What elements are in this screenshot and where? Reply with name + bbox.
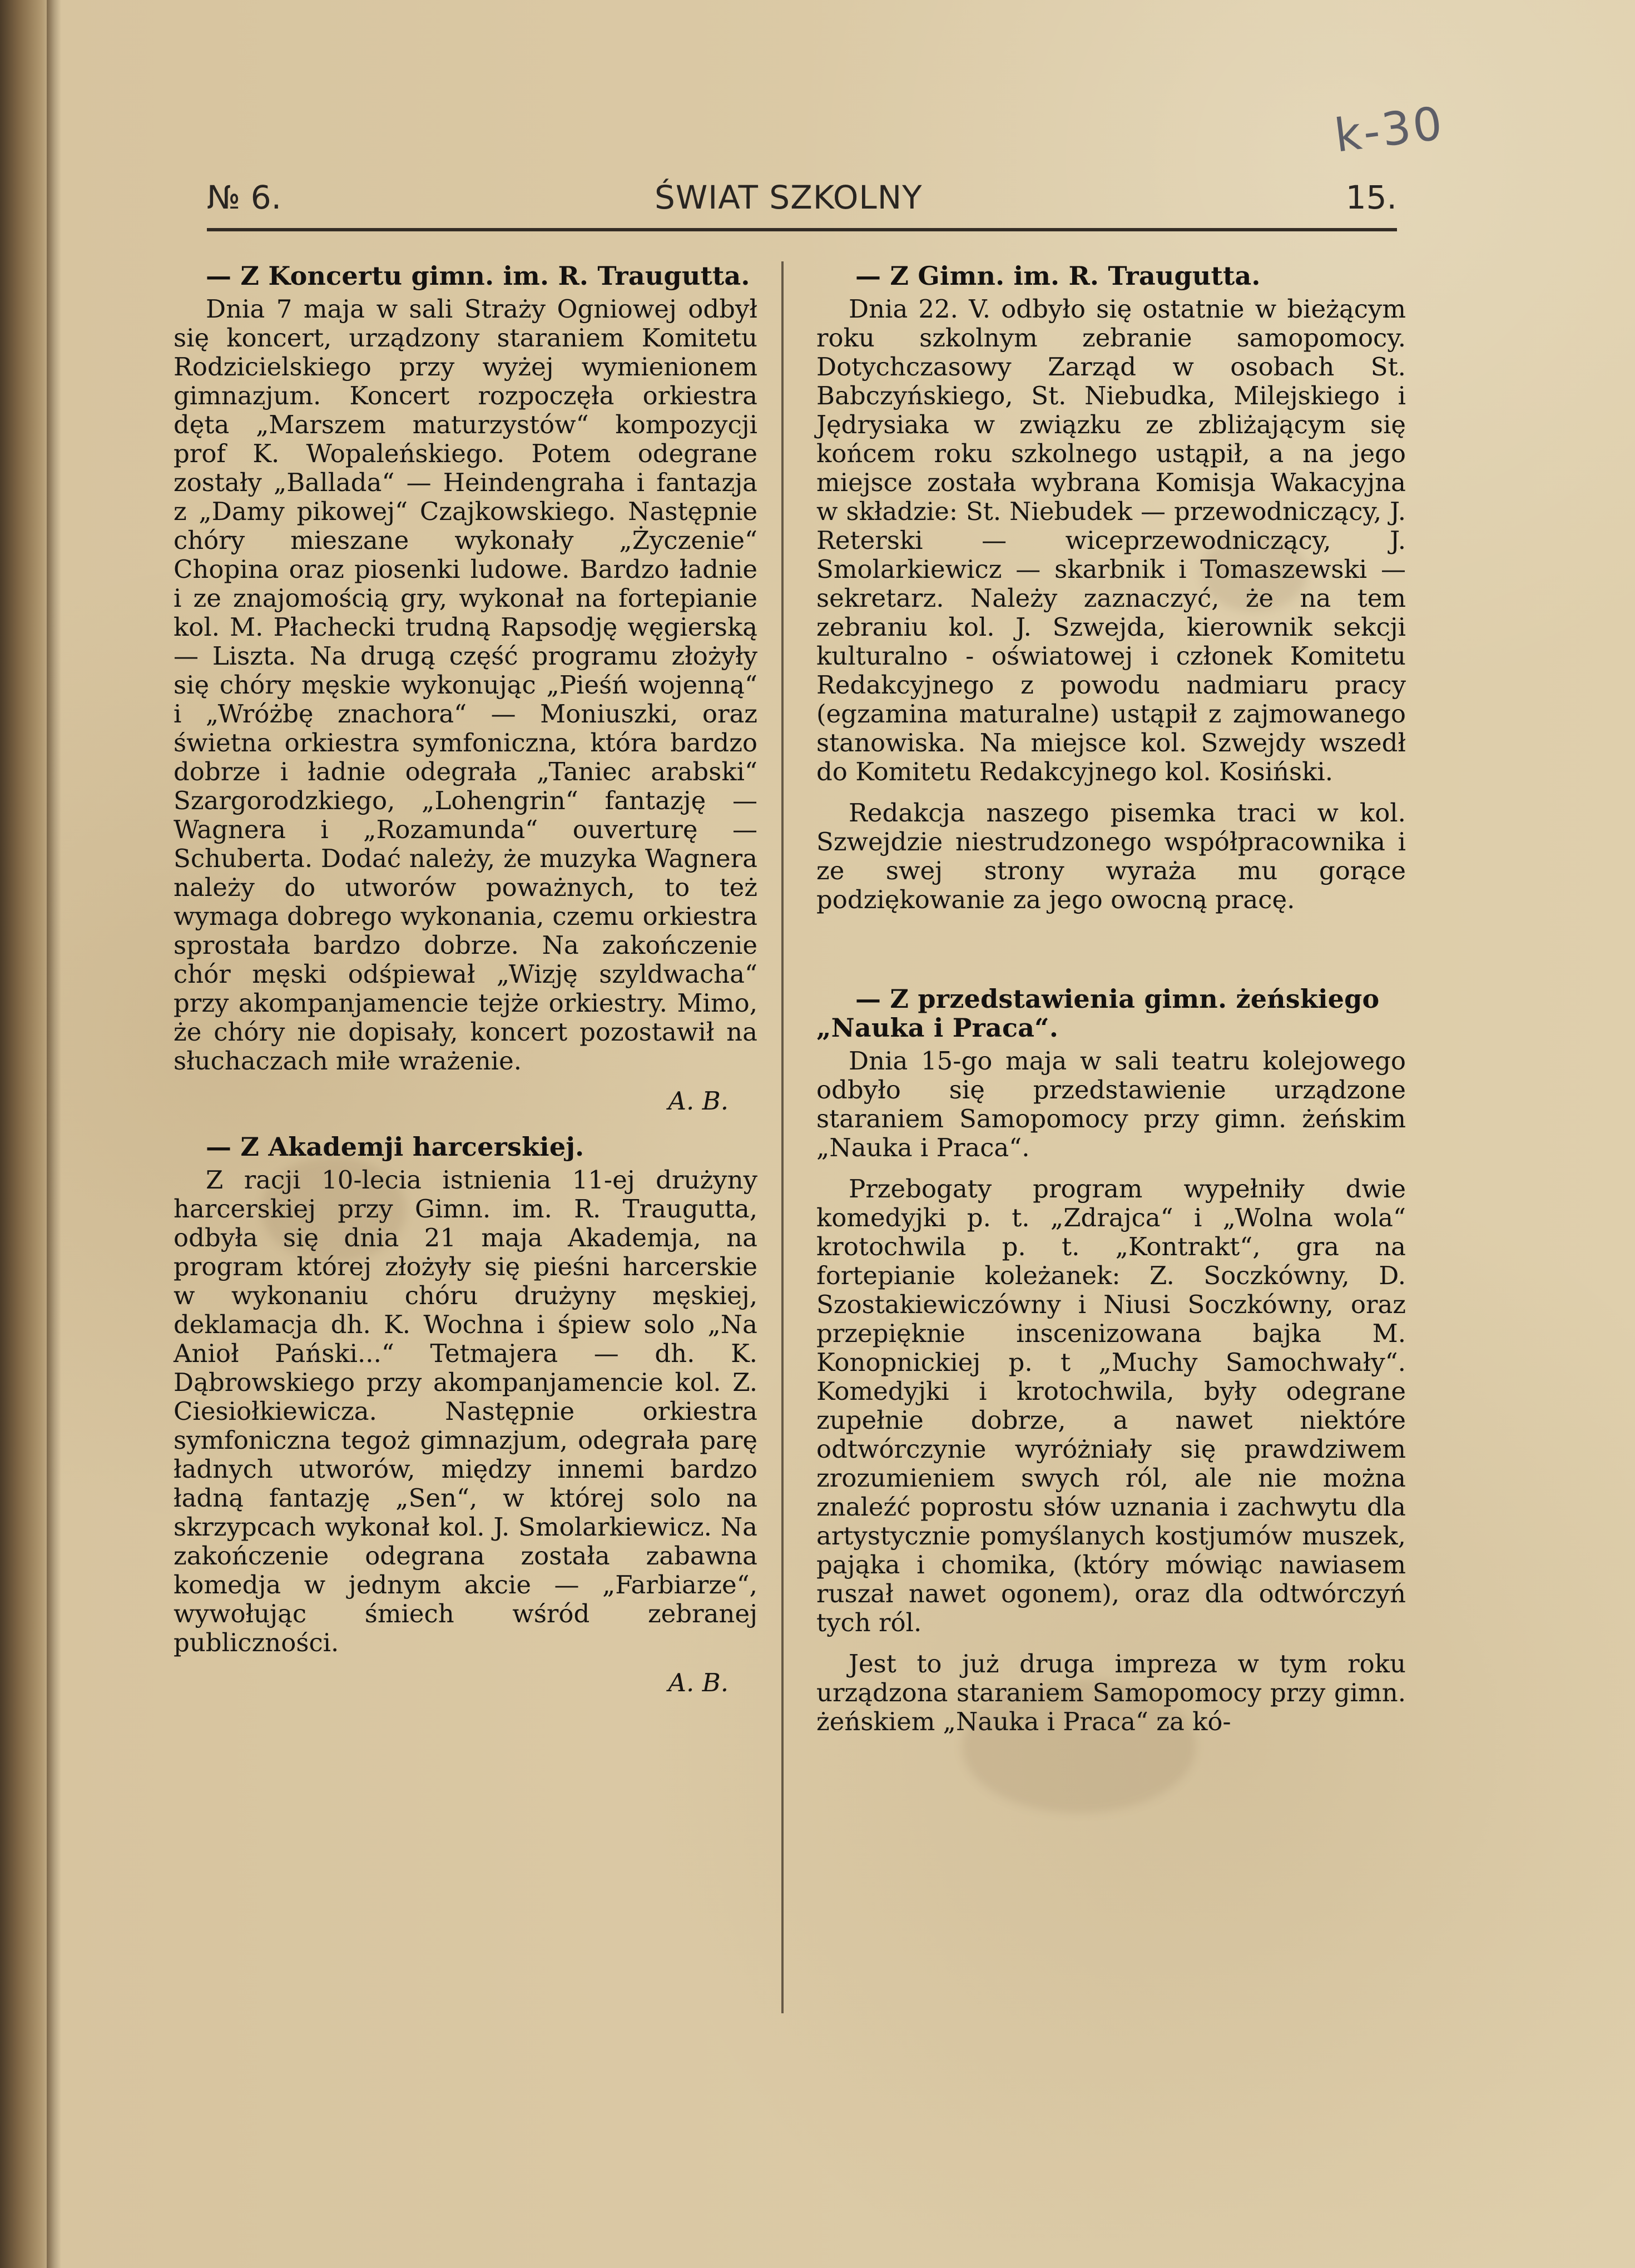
- article-concert: [174, 261, 757, 1116]
- article-paragraph: Redakcja naszego pisemka traci w kol. Szwejdzie niestrudzonego współpracownika i ze swej strony wyraża mu gorące podziękowanie za jego owocną pracę.: [816, 798, 1406, 914]
- left-column: [174, 261, 757, 1714]
- article-paragraph: Dnia 7 maja w sali Straży Ogniowej odbył się koncert, urządzony staraniem Komitetu Rodzicielskiego przy wyżej wymienionem gimnazjum. Koncert rozpoczęła orkiestra dęta „Marszem maturzystów“ kompozycji prof K. Wopaleńskiego. Potem odegrane zostały „Ballada“ — Heindengraha i fantazja z „Damy pikowej“ Czajkowskiego. Następnie chóry mieszane wykonały „Życzenie“ Chopina oraz piosenki ludowe. Bardzo ładnie i ze znajomością gry, wykonał na fortepianie kol. M. Płachecki trudną Rapsodję węgierską — Liszta. Na drugą część programu złożyły się chóry męskie wykonując „Pieśń wojenną“ i „Wróżbę znachora“ — Moniuszki, oraz świetna orkiestra symfoniczna, która bardzo dobrze i ładnie odegrała „Taniec arabski“ Szargorodzkiego, „Lohengrin“ fantazję — Wagnera i „Rozamunda“ ouverturę — Schuberta. Dodać należy, że muzyka Wagnera należy do utworów poważnych, to też wymaga dobrego wykonania, czemu orkiestra sprostała bardzo dobrze. Na zakończenie chór męski odśpiewał „Wizję szyldwacha“ przy akompanjamencie tejże orkiestry. Mimo, że chóry nie dopisały, koncert pozostawił na słuchaczach miłe wrażenie.: [174, 294, 757, 1076]
- article-title: — Z Koncertu gimn. im. R. Traugutta.: [206, 261, 750, 291]
- column-spacing: [816, 931, 1406, 984]
- publication-title: ŚWIAT SZKOLNY: [655, 179, 923, 216]
- spine-shadow: [47, 0, 61, 2268]
- article-title: — Z Gimn. im. R. Traugutta.: [855, 261, 1261, 291]
- column-divider: [781, 261, 784, 2013]
- handwritten-margin-note: k-30: [1331, 97, 1448, 163]
- article-school-meeting: [816, 261, 1406, 914]
- article-paragraph: Z racji 10-lecia istnienia 11-ej drużyny harcerskiej przy Gimn. im. R. Traugutta, odbyła się dnia 21 maja Akademja, na program której złożyły się pieśni harcerskie w wykonaniu chóru drużyny męskiej, deklamacja dh. K. Wochna i śpiew solo „Na Anioł Pański...“ Tetmajera — dh. K. Dąbrowskiego przy akompanjamencie kol. Z. Ciesiołkiewicza. Następnie orkiestra symfoniczna tegoż gimnazjum, odegrała parę ładnych utworów, między innemi bardzo ładną fantazję „Sen“, w której solo na skrzypcach wykonał kol. J. Smolarkiewicz. Na zakończenie odegrana została zabawna komedja w jednym akcie — „Farbiarze“, wywołując śmiech wśród zebranej publiczności.: [174, 1165, 757, 1657]
- page-number: 15.: [1345, 179, 1397, 216]
- article-scout-academy: [174, 1132, 757, 1697]
- issue-number: № 6.: [207, 179, 282, 216]
- right-column: [816, 261, 1406, 1753]
- header-rule: [207, 228, 1397, 231]
- article-signature: A. B.: [668, 1086, 729, 1116]
- article-title: — Z Akademji harcerskiej.: [206, 1132, 584, 1162]
- article-paragraph: Przebogaty program wypełniły dwie komedyjki p. t. „Zdrajca“ i „Wolna wola“ krotochwila p. t. „Kontrakt“, gra na fortepianie koleżanek: Z. Soczkówny, D. Szostakiewiczówny i Niusi Soczkówny, oraz przepięknie inscenizowana bajka M. Konopnickiej p. t „Muchy Samochwały“. Komedyjki i krotochwila, były odegrane zupełnie dobrze, a nawet niektóre odtwórczynie wyróżniały się prawdziwem zrozumieniem swych ról, ale nie można znaleźć poprostu słów uznania i zachwytu dla artystycznie pomyślanych kostjumów muszek, pająka i chomika, (który mówiąc nawiasem ruszał nawet ogonem), oraz dla odtwórczyń tych ról.: [816, 1174, 1406, 1637]
- article-girls-school-performance: [816, 984, 1406, 1736]
- article-signature: A. B.: [668, 1668, 729, 1697]
- page-header: [207, 181, 1397, 231]
- article-paragraph: Jest to już druga impreza w tym roku urządzona staraniem Samopomocy przy gimn. żeńskiem „Nauka i Praca“ za kó-: [816, 1649, 1406, 1736]
- article-title: — Z przedstawienia gimn. żeńskiego „Nauka i Praca“.: [816, 984, 1380, 1043]
- article-paragraph: Dnia 22. V. odbyło się ostatnie w bieżącym roku szkolnym zebranie samopomocy. Dotychczasowy Zarząd w osobach St. Babczyńskiego, St. Niebudka, Milejskiego i Jędrysiaka w związku ze zbliżającym się końcem roku szkolnego ustąpił, a na jego miejsce została wybrana Komisja Wakacyjna w składzie: St. Niebudek — przewodniczący, J. Reterski — wiceprzewodniczący, J. Smolarkiewicz — skarbnik i Tomaszewski — sekretarz. Należy zaznaczyć, że na tem zebraniu kol. J. Szwejda, kierownik sekcji kulturalno - oświatowej i członek Komitetu Redakcyjnego z powodu nadmiaru pracy (egzamina maturalne) ustąpił z zajmowanego stanowiska. Na miejsce kol. Szwejdy wszedł do Komitetu Redakcyjnego kol. Kosiński.: [816, 294, 1406, 786]
- article-paragraph: Dnia 15-go maja w sali teatru kolejowego odbyło się przedstawienie urządzone staraniem Samopomocy przy gimn. żeńskim „Nauka i Praca“.: [816, 1046, 1406, 1162]
